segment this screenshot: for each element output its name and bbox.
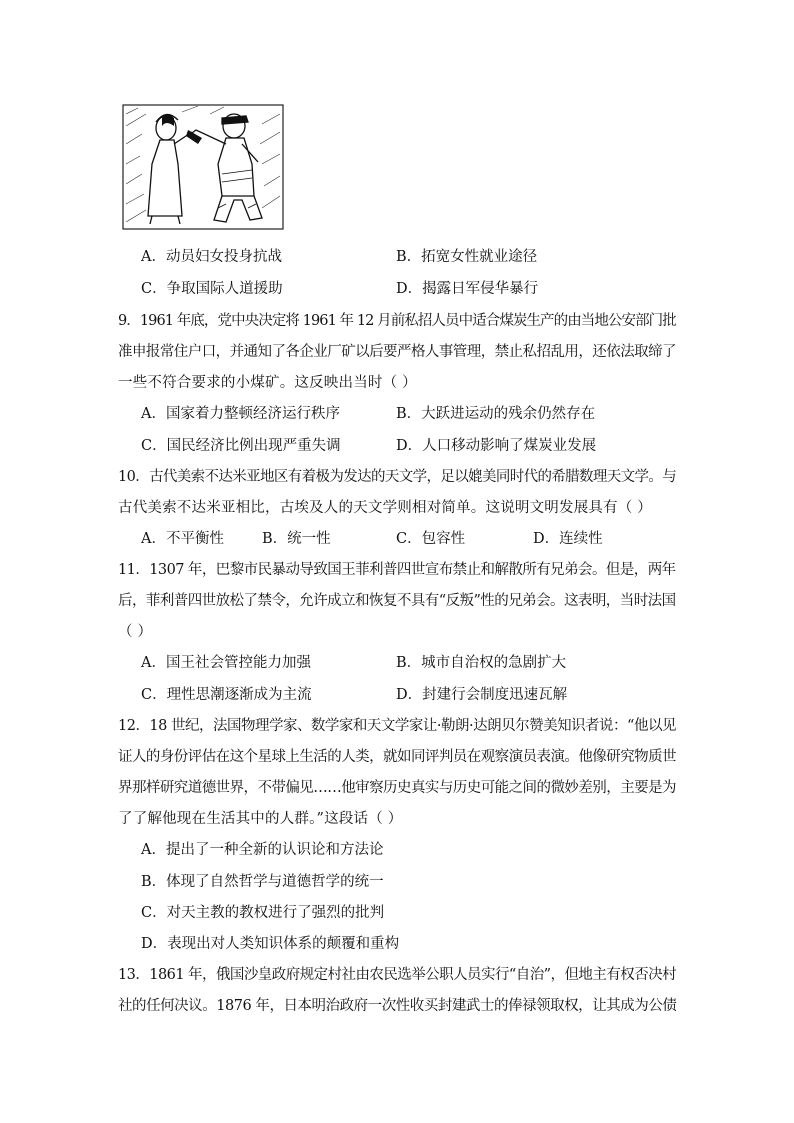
q8-option-c: C．争取国际人道援助 xyxy=(141,281,283,297)
q8-option-b: B．拓宽女性就业途径 xyxy=(396,249,538,265)
q9-option-b: B．大跃进运动的残余仍然存在 xyxy=(396,406,596,422)
q12-stem-line-1: 12．18 世纪，法国物理学家、数学家和天文学家让·勒朗·达朗贝尔赞美知识者说：“他以见 xyxy=(118,718,676,734)
q10-stem-line-1: 10．古代美索不达米亚地区有着极为发达的天文学，足以媲美同时代的希腊数理天文学。与 xyxy=(118,469,677,485)
cartoon-illustration xyxy=(122,104,284,230)
q12-option-a: A．提出了一种全新的认识论和方法论 xyxy=(141,842,384,858)
q12-stem-line-3: 界那样研究道德世界，不带偏见……他审察历史真实与历史可能之间的微妙差别，主要是为 xyxy=(118,780,676,796)
q12-option-b: B．体现了自然哲学与道德哲学的统一 xyxy=(141,874,384,890)
q13-stem-line-2: 社的任何决议。1876 年，日本明治政府一次性收买封建武士的俸禄领取权，让其成为公债 xyxy=(118,998,677,1014)
q9-option-a: A．国家着力整顿经济运行秩序 xyxy=(141,406,340,422)
q9-stem-line-1: 9．1961 年底，党中央决定将 1961 年 12 月前私招人员中适合煤炭生产的由当地公安部门批 xyxy=(118,313,676,329)
q10-option-c: C．包容性 xyxy=(396,531,466,547)
q8-option-d: D．揭露日军侵华暴行 xyxy=(396,281,539,297)
q10-option-b: B．统一性 xyxy=(262,531,331,547)
q8-option-a: A．动员妇女投身抗战 xyxy=(141,249,282,265)
q12-stem-line-2: 证人的身份评估在这个星球上生活的人类，就如同评判员在观察演员表演。他像研究物质世 xyxy=(118,749,676,765)
q11-stem-line-2: 后，菲利普四世放松了禁令，允许成立和恢复不具有“反叛”性的兄弟会。这表明，当时法国 xyxy=(118,593,676,609)
q10-option-d: D．连续性 xyxy=(533,531,603,547)
q12-stem-line-4: 了了解他现在生活其中的人群。”这段话（ ） xyxy=(118,811,403,827)
q11-option-a: A．国王社会管控能力加强 xyxy=(141,655,311,671)
q10-stem-line-2: 古代美索不达米亚相比，古埃及人的天文学则相对简单。这说明文明发展具有（ ） xyxy=(118,500,653,516)
q12-option-d: D．表现出对人类知识体系的颠覆和重构 xyxy=(141,936,400,952)
q9-stem-line-3: 一些不符合要求的小煤矿。这反映出当时（ ） xyxy=(118,375,417,391)
q9-stem-line-2: 准申报常住户口，并通知了各企业厂矿以后要严格人事管理，禁止私招乱用，还依法取缔了 xyxy=(118,344,676,360)
q10-option-a: A．不平衡性 xyxy=(141,531,224,547)
q11-stem-line-1: 11．1307 年，巴黎市民暴动导致国王菲利普四世宣布禁止和解散所有兄弟会。但是，两年 xyxy=(118,562,676,578)
q11-option-b: B．城市自治权的急剧扩大 xyxy=(396,655,567,671)
q12-option-c: C．对天主教的教权进行了强烈的批判 xyxy=(141,905,385,921)
q11-option-c: C．理性思潮逐渐成为主流 xyxy=(141,687,312,703)
q9-option-d: D．人口移动影响了煤炭业发展 xyxy=(396,438,597,454)
q13-stem-line-1: 13．1861 年，俄国沙皇政府规定村社由农民选举公职人员实行“自治”，但地主有权否决村 xyxy=(118,967,677,983)
q11-stem-line-3: （ ） xyxy=(118,624,153,640)
q11-option-d: D．封建行会制度迅速瓦解 xyxy=(396,687,568,703)
q9-option-c: C．国民经济比例出现严重失调 xyxy=(141,438,341,454)
